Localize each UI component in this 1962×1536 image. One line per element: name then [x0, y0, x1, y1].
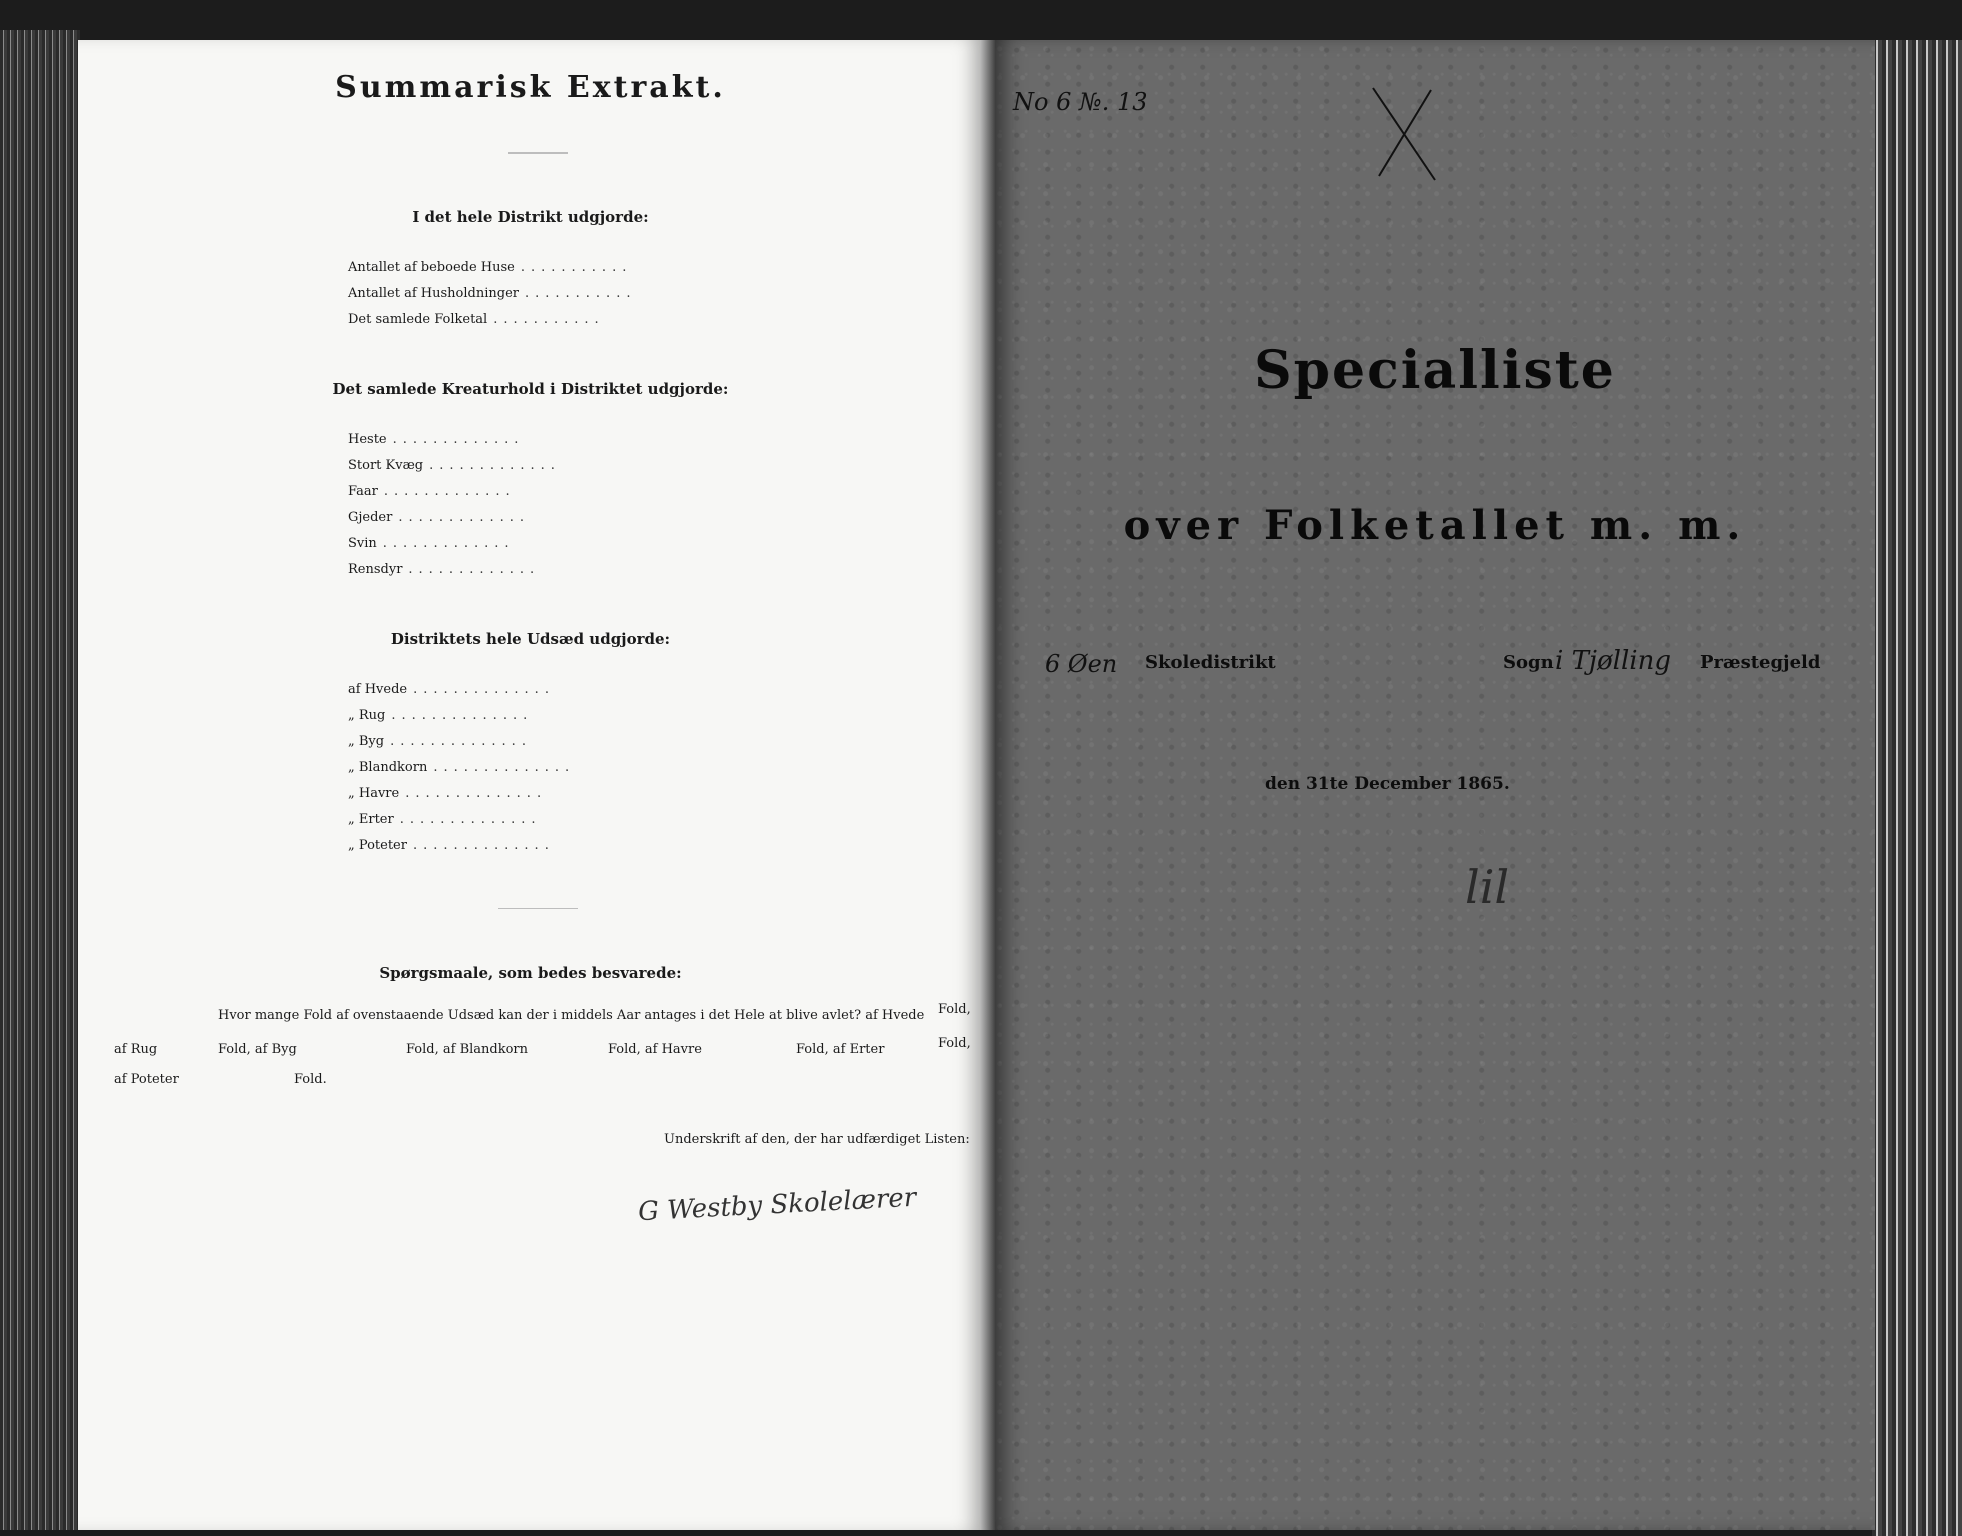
list-item: Det samlede Folketal ...........	[348, 312, 605, 327]
list-item: Gjeder .............	[348, 510, 531, 525]
list-item: Antallet af beboede Huse ...........	[348, 260, 633, 275]
section-heading-livestock: Det samlede Kreaturhold i Distriktet udgjorde:	[332, 380, 729, 398]
question-part: af Rug	[114, 1042, 158, 1057]
list-item: „ Byg ..............	[348, 734, 532, 749]
book-edge-left	[0, 30, 80, 1530]
corner-note: No 6 №. 13	[1013, 88, 1148, 116]
divider	[498, 908, 578, 909]
pencil-mark: lil	[1465, 860, 1510, 914]
list-item: Svin .............	[348, 536, 515, 551]
census-date: den 31te December 1865.	[1265, 774, 1510, 794]
presteg-label: Præstegjeld	[1700, 652, 1821, 673]
section-heading-questions: Spørgsmaale, som bedes besvarede:	[379, 964, 682, 982]
district-label: Skoledistrikt	[1145, 652, 1276, 673]
question-part: af Poteter	[114, 1072, 179, 1087]
list-item: „ Erter ..............	[348, 812, 542, 827]
signature-label: Underskrift af den, der har udfærdiget Listen:	[664, 1132, 970, 1147]
left-page	[78, 40, 983, 1530]
question-part: Fold, af Blandkorn	[406, 1042, 529, 1057]
right-page	[995, 40, 1875, 1530]
district-handwritten: 6 Øen	[1045, 650, 1118, 678]
list-item: „ Rug ..............	[348, 708, 534, 723]
list-item: Stort Kvæg .............	[348, 458, 561, 473]
question-line-1: Hvor mange Fold af ovenstaaende Udsæd kan der i middels Aar antages i det Hele at blive avlet? af Hvede	[218, 1008, 925, 1023]
book-edge-right	[1872, 40, 1962, 1536]
list-item: Rensdyr .............	[348, 562, 541, 577]
signature: G Westby Skolelærer	[637, 1182, 917, 1228]
page-title: Specialliste	[1254, 340, 1616, 401]
list-item: af Hvede ..............	[348, 682, 555, 697]
question-part: Fold, af Havre	[608, 1042, 702, 1057]
list-item: Faar .............	[348, 484, 516, 499]
page-subtitle: over Folketallet m. m.	[1123, 502, 1747, 549]
list-item: „ Havre ..............	[348, 786, 548, 801]
section-heading-district: I det hele Distrikt udgjorde:	[412, 208, 649, 226]
question-part: Fold, af Erter	[796, 1042, 885, 1057]
list-item: Antallet af Husholdninger ...........	[348, 286, 637, 301]
list-item: „ Blandkorn ..............	[348, 760, 576, 775]
list-item: „ Poteter ..............	[348, 838, 555, 853]
section-heading-seed: Distriktets hele Udsæd udgjorde:	[390, 630, 671, 648]
question-fold: Fold,	[938, 1002, 971, 1017]
question-part: Fold.	[294, 1072, 327, 1087]
parish-label: Sogn	[1503, 652, 1554, 673]
parish-handwritten: i Tjølling	[1555, 646, 1671, 676]
page-title: Summarisk Extrakt.	[335, 70, 726, 105]
list-item: Heste .............	[348, 432, 525, 447]
cross-mark	[1365, 80, 1445, 190]
divider	[508, 152, 568, 154]
question-part: Fold, af Byg	[218, 1042, 297, 1057]
question-part: Fold,	[938, 1036, 971, 1051]
